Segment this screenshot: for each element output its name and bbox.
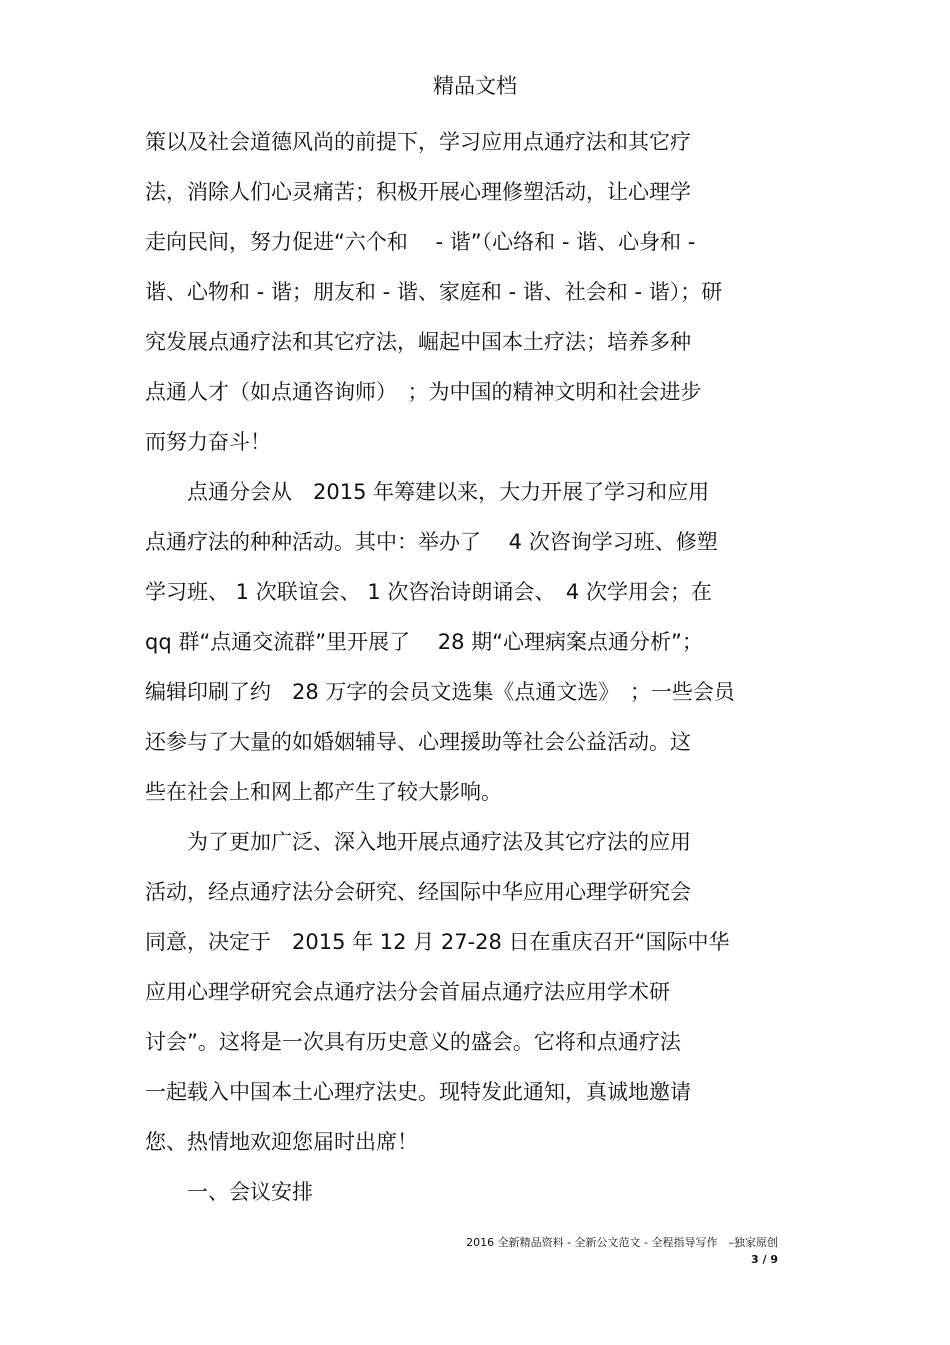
- body-text-line: 些在社会上和网上都产生了较大影响。: [145, 780, 502, 804]
- body-text-line: 策以及社会道德风尚的前提下，学习应用点通疗法和其它疗: [145, 130, 691, 154]
- body-text-line: 究发展点通疗法和其它疗法，崛起中国本土疗法；培养多种: [145, 330, 691, 354]
- section-heading: 一、会议安排: [145, 1180, 313, 1204]
- body-text-line: 一起载入中国本土心理疗法史。现特发此通知，真诚地邀请: [145, 1080, 691, 1104]
- page-number: 3 / 9: [751, 1253, 778, 1266]
- body-text-line: qq 群“点通交流群”里开展了 28 期“心理病案点通分析”；: [145, 630, 703, 654]
- body-text-line: 走向民间，努力促进“六个和 - 谐”（心络和 - 谐、心身和 -: [145, 230, 696, 254]
- body-text-line: 点通分会从 2015 年筹建以来，大力开展了学习和应用: [145, 480, 710, 504]
- body-text-line: 点通人才（如点通咨询师） ；为中国的精神文明和社会进步: [145, 380, 702, 404]
- body-text-line: 还参与了大量的如婚姻辅导、心理援助等社会公益活动。这: [145, 730, 691, 754]
- page-footer-text: 2016 全新精品资料 - 全新公文范文 - 全程指导写作 –独家原创: [466, 1236, 778, 1249]
- body-text-line: 活动，经点通疗法分会研究、经国际中华应用心理学研究会: [145, 880, 691, 904]
- body-text-line: 编辑印刷了约 28 万字的会员文选集《点通文选》 ；一些会员: [145, 680, 735, 704]
- body-text-line: 而努力奋斗！: [145, 430, 271, 454]
- body-text-line: 为了更加广泛、深入地开展点通疗法及其它疗法的应用: [145, 830, 691, 854]
- body-text-line: 讨会”。这将是一次具有历史意义的盛会。它将和点通疗法: [145, 1030, 681, 1054]
- body-text-line: 应用心理学研究会点通疗法分会首届点通疗法应用学术研: [145, 980, 670, 1004]
- body-text-line: 您、热情地欢迎您届时出席！: [145, 1130, 418, 1154]
- body-text-line: 点通疗法的种种活动。其中：举办了 4 次咨询学习班、修塑: [145, 530, 718, 554]
- body-text-line: 谐、心物和 - 谐；朋友和 - 谐、家庭和 - 谐、社会和 - 谐）；研: [145, 280, 723, 304]
- body-text-line: 学习班、 1 次联谊会、 1 次咨治诗朗诵会、 4 次学用会；在: [145, 580, 712, 604]
- body-text-line: 同意，决定于 2015 年 12 月 27-28 日在重庆召开“国际中华: [145, 930, 730, 954]
- page-header-title: 精品文档: [433, 74, 517, 98]
- body-text-line: 法，消除人们心灵痛苦；积极开展心理修塑活动，让心理学: [145, 180, 691, 204]
